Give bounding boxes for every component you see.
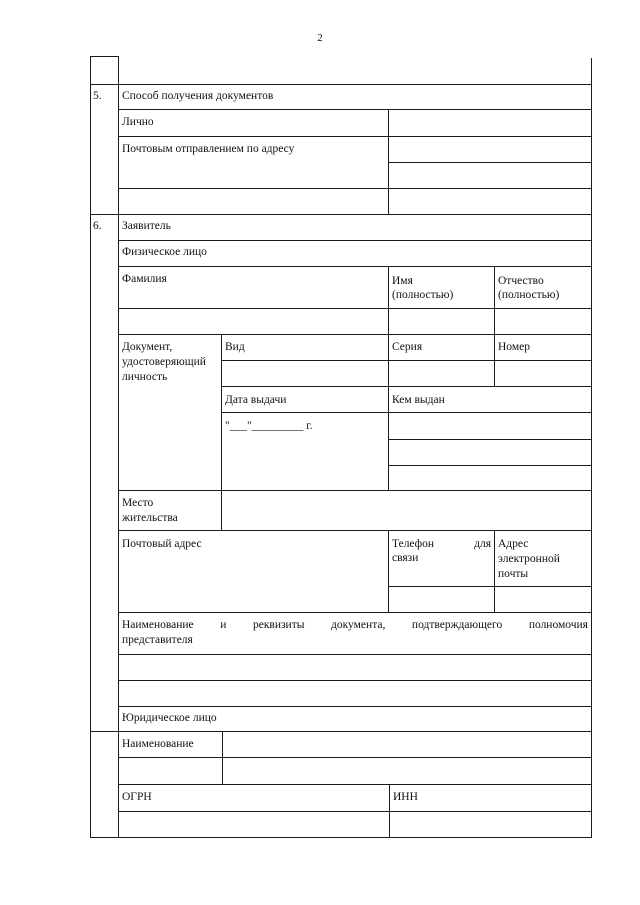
delivery-in-person-label: Лично [122, 116, 154, 128]
first-name-label: Имя [392, 275, 413, 287]
section-5-number: 5. [93, 90, 102, 102]
id-document-label-1: Документ, [122, 341, 173, 353]
ogrn-label: ОГРН [122, 791, 152, 803]
issue-date-template: "___"_________ г. [225, 420, 313, 432]
phone-label-line-2: связи [392, 552, 419, 564]
id-document-label-2: удостоверяющий [122, 356, 206, 368]
rep-doc-word: реквизиты [252, 619, 305, 631]
phone-label-word-2: для [474, 538, 491, 550]
rep-doc-word: и [220, 619, 227, 631]
legal-entity-name-label: Наименование [122, 738, 194, 750]
issued-by-label: Кем выдан [392, 394, 445, 406]
section-5-title: Способ получения документов [122, 90, 274, 102]
phone-label-word-1: Телефон [392, 538, 435, 550]
email-label-3: почты [498, 568, 529, 580]
first-name-note: (полностью) [392, 289, 454, 301]
email-label-1: Адрес [498, 538, 529, 550]
residence-label-2: жительства [122, 512, 178, 524]
individual-title: Физическое лицо [122, 246, 207, 258]
rep-doc-word: подтверждающего [411, 619, 503, 631]
doc-type-label: Вид [225, 341, 245, 353]
series-label: Серия [392, 341, 423, 353]
inn-label: ИНН [393, 791, 418, 803]
rep-doc-word: Наименование [122, 619, 194, 631]
representative-doc-label-line-1 [122, 618, 588, 633]
section-6-title: Заявитель [122, 220, 171, 232]
residence-label-1: Место [122, 497, 154, 509]
id-document-label-3: личность [122, 371, 168, 383]
representative-doc-label-line-2: представителя [122, 634, 193, 646]
email-label-2: электронной [498, 553, 560, 565]
rep-doc-word: полномочия [528, 619, 588, 631]
patronymic-label: Отчество [498, 275, 544, 287]
number-label: Номер [498, 341, 530, 353]
section-6-number: 6. [93, 220, 102, 232]
rep-doc-word: документа, [331, 619, 386, 631]
postal-address-label: Почтовый адрес [122, 538, 202, 550]
issue-date-label: Дата выдачи [225, 394, 287, 406]
phone-label-line-1 [392, 537, 491, 552]
legal-entity-title: Юридическое лицо [122, 712, 217, 724]
page-number: 2 [317, 32, 323, 44]
delivery-by-mail-label: Почтовым отправлением по адресу [122, 143, 295, 155]
last-name-label: Фамилия [122, 273, 167, 285]
patronymic-note: (полностью) [498, 289, 560, 301]
